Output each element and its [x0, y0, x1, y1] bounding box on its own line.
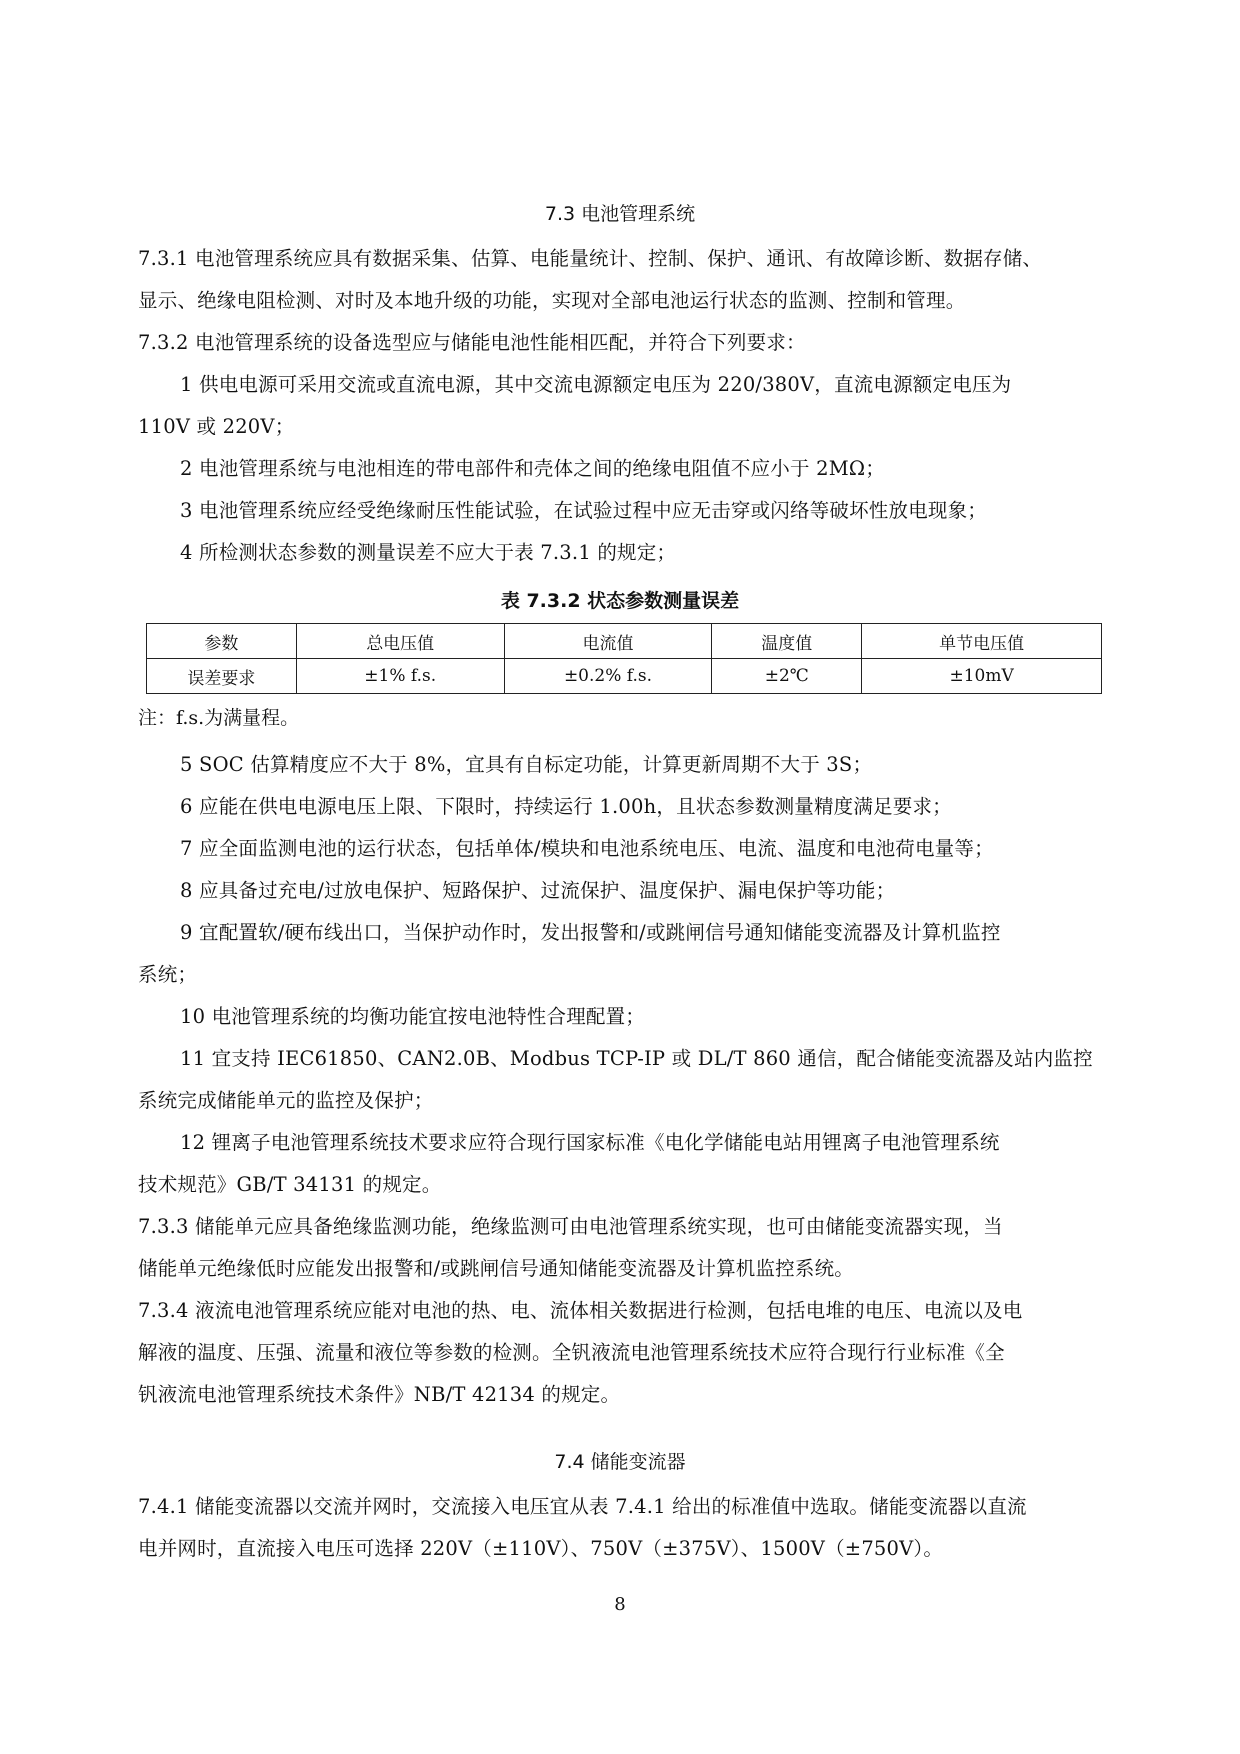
- paragraph-line: 6 应能在供电电源电压上限、下限时，持续运行 1.00h，且状态参数测量精度满足要求；: [180, 795, 952, 818]
- paragraph-line: 11 宜支持 IEC61850、CAN2.0B、Modbus TCP-IP 或 DL/T 860 通信，配合储能变流器及站内监控: [180, 1047, 1093, 1070]
- section-heading-7-4: 7.4 储能变流器: [554, 1451, 686, 1473]
- table-note: 注：f.s.为满量程。: [138, 707, 300, 729]
- table-title: 表 7.3.2 状态参数测量误差: [500, 590, 740, 612]
- paragraph-line: 系统；: [138, 963, 198, 986]
- list-item-2: [138, 448, 1102, 490]
- paragraph-line: 7.3.2 电池管理系统的设备选型应与储能电池性能相匹配，并符合下列要求：: [138, 331, 806, 354]
- paragraph-7-3-1: [138, 238, 1102, 322]
- paragraph-line: 2 电池管理系统与电池相连的带电部件和壳体之间的绝缘电阻值不应小于 2MΩ；: [180, 457, 885, 480]
- paragraph-line: 解液的温度、压强、流量和液位等参数的检测。全钒液流电池管理系统技术应符合现行行业标准《全: [138, 1341, 1005, 1364]
- table-header-cell: 参数: [147, 624, 297, 659]
- paragraph-7-3-3: [138, 1206, 1102, 1290]
- table-cell: ±0.2% f.s.: [504, 659, 712, 694]
- paragraph-line: 3 电池管理系统应经受绝缘耐压性能试验，在试验过程中应无击穿或闪络等破坏性放电现象；: [180, 499, 988, 522]
- list-item-10: [138, 996, 1102, 1038]
- list-item-6: [138, 786, 1102, 828]
- list-item-3: [138, 490, 1102, 532]
- paragraph-line: 8 应具备过充电/过放电保护、短路保护、过流保护、温度保护、漏电保护等功能；: [180, 879, 896, 902]
- paragraph-line: 1 供电电源可采用交流或直流电源，其中交流电源额定电压为 220/380V，直流电源额定电压为: [180, 373, 1012, 396]
- paragraph-line: 4 所检测状态参数的测量误差不应大于表 7.3.1 的规定；: [180, 541, 677, 564]
- paragraph-line: 10 电池管理系统的均衡功能宜按电池特性合理配置；: [180, 1005, 646, 1028]
- table-header-cell: 总电压值: [296, 624, 504, 659]
- table-cell: 误差要求: [147, 659, 297, 694]
- table-row: [147, 659, 1102, 694]
- table-cell: ±1% f.s.: [296, 659, 504, 694]
- section-heading-7-3: 7.3 电池管理系统: [544, 203, 696, 225]
- list-item-1: [138, 364, 1102, 448]
- paragraph-line: 9 宜配置软/硬布线出口，当保护动作时，发出报警和/或跳闸信号通知储能变流器及计算机监控: [180, 921, 1001, 944]
- paragraph-7-3-4: [138, 1290, 1102, 1416]
- list-item-11: [138, 1038, 1102, 1122]
- paragraph-line: 显示、绝缘电阻检测、对时及本地升级的功能，实现对全部电池运行状态的监测、控制和管理。: [138, 289, 966, 312]
- paragraph-line: 110V 或 220V；: [138, 415, 295, 438]
- list-item-7: [138, 828, 1102, 870]
- list-item-9: [138, 912, 1102, 996]
- list-item-5: [138, 744, 1102, 786]
- table-header-cell: 温度值: [712, 624, 862, 659]
- paragraph-line: 系统完成储能单元的监控及保护；: [138, 1089, 434, 1112]
- table-cell: ±2℃: [712, 659, 862, 694]
- paragraph-7-3-2: [138, 322, 1102, 364]
- list-item-4: [138, 532, 1102, 574]
- paragraph-line: 7.3.1 电池管理系统应具有数据采集、估算、电能量统计、控制、保护、通讯、有故障诊断、数据存储、: [138, 247, 1043, 270]
- table-cell: ±10mV: [862, 659, 1102, 694]
- paragraph-line: 5 SOC 估算精度应不大于 8%，宜具有自标定功能，计算更新周期不大于 3S；: [180, 753, 873, 776]
- table-header-cell: 单节电压值: [862, 624, 1102, 659]
- measurement-error-table: [146, 623, 1102, 694]
- paragraph-line: 7.3.3 储能单元应具备绝缘监测功能，绝缘监测可由电池管理系统实现，也可由储能变流器实现，当: [138, 1215, 1003, 1238]
- paragraph-line: 技术规范》GB/T 34131 的规定。: [138, 1173, 442, 1196]
- list-item-8: [138, 870, 1102, 912]
- paragraph-line: 储能单元绝缘低时应能发出报警和/或跳闸信号通知储能变流器及计算机监控系统。: [138, 1257, 854, 1280]
- paragraph-line: 7 应全面监测电池的运行状态，包括单体/模块和电池系统电压、电流、温度和电池荷电量等；: [180, 837, 994, 860]
- table-header-row: [147, 624, 1102, 659]
- paragraph-7-4-1: [138, 1486, 1102, 1570]
- page-number: 8: [614, 1594, 626, 1615]
- paragraph-line: 钒液流电池管理系统技术条件》NB/T 42134 的规定。: [138, 1383, 621, 1406]
- paragraph-line: 7.4.1 储能变流器以交流并网时，交流接入电压宜从表 7.4.1 给出的标准值中选取。储能变流器以直流: [138, 1495, 1027, 1518]
- list-item-12: [138, 1122, 1102, 1206]
- table-header-cell: 电流值: [504, 624, 712, 659]
- paragraph-line: 12 锂离子电池管理系统技术要求应符合现行国家标准《电化学储能电站用锂离子电池管理系统: [180, 1131, 1000, 1154]
- paragraph-line: 7.3.4 液流电池管理系统应能对电池的热、电、流体相关数据进行检测，包括电堆的电压、电流以及电: [138, 1299, 1023, 1322]
- paragraph-line: 电并网时，直流接入电压可选择 220V（±110V）、750V（±375V）、1500V（±750V）。: [138, 1537, 944, 1560]
